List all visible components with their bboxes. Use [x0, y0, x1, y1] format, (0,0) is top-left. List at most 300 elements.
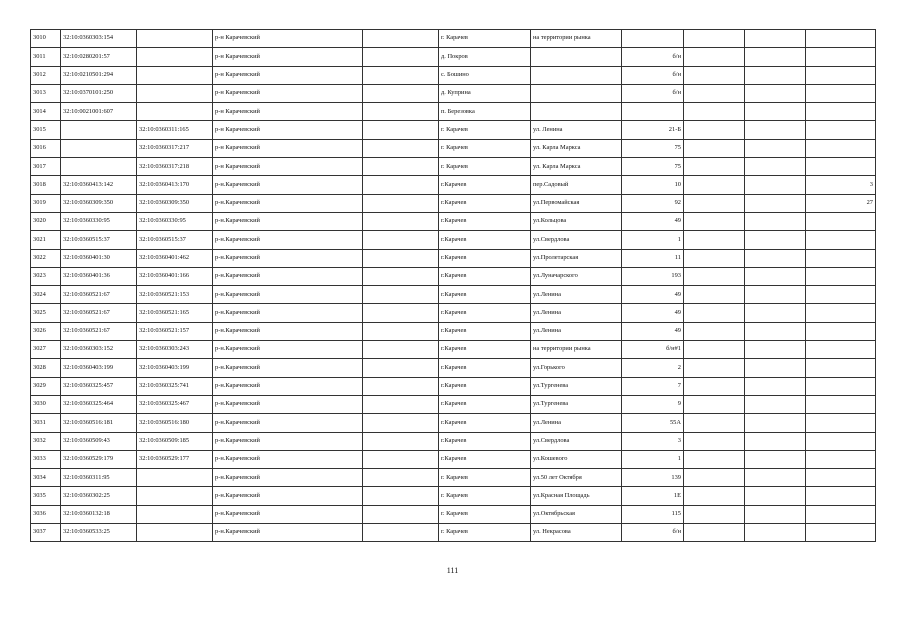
cell-street: на территории рынка: [531, 30, 622, 48]
cell-locality-extra: [363, 432, 439, 450]
cell-extra-1: [684, 231, 745, 249]
cell-building-cadastral-number: [137, 505, 213, 523]
cell-locality-extra: [363, 322, 439, 340]
cell-extra-3: [806, 469, 876, 487]
cell-locality-extra: [363, 194, 439, 212]
cell-row-number: 3010: [31, 30, 61, 48]
cell-house-number: б/н#1: [622, 341, 684, 359]
cell-cadastral-number: 32:10:0360325:457: [61, 377, 137, 395]
cell-house-number: 49: [622, 304, 684, 322]
cell-row-number: 3026: [31, 322, 61, 340]
cell-extra-3: [806, 66, 876, 84]
cell-house-number: 1: [622, 231, 684, 249]
cell-street: [531, 103, 622, 121]
cell-cadastral-number: 32:10:0360311:95: [61, 469, 137, 487]
cell-locality-extra: [363, 66, 439, 84]
cell-locality: г.Карачев: [439, 267, 531, 285]
cell-extra-3: [806, 103, 876, 121]
cell-locality-extra: [363, 84, 439, 102]
cell-locality: г.Карачев: [439, 286, 531, 304]
table-row: [31, 48, 876, 66]
cell-street: ул.Луначарского: [531, 267, 622, 285]
cell-extra-2: [745, 505, 806, 523]
table-row: [31, 322, 876, 340]
cell-extra-3: 3: [806, 176, 876, 194]
cell-extra-3: [806, 450, 876, 468]
cell-cadastral-number: 32:10:0360403:199: [61, 359, 137, 377]
cell-locality: г. Карачев: [439, 30, 531, 48]
cell-district: р-н.Карачевский: [213, 286, 363, 304]
cell-cadastral-number: 32:10:0360413:142: [61, 176, 137, 194]
cell-extra-1: [684, 194, 745, 212]
cell-locality: г.Карачев: [439, 194, 531, 212]
cell-extra-3: [806, 524, 876, 542]
cell-extra-3: [806, 30, 876, 48]
cell-locality: г.Карачев: [439, 414, 531, 432]
cell-extra-3: [806, 286, 876, 304]
cell-extra-1: [684, 395, 745, 413]
cell-street: ул.Тургенева: [531, 377, 622, 395]
cell-street: ул.Первомайская: [531, 194, 622, 212]
cell-house-number: 75: [622, 139, 684, 157]
cell-cadastral-number: [61, 158, 137, 176]
cell-locality: г. Карачев: [439, 524, 531, 542]
cell-street: ул. Карла Маркса: [531, 158, 622, 176]
cell-extra-1: [684, 267, 745, 285]
cell-house-number: 9: [622, 395, 684, 413]
registry-table: [30, 29, 876, 542]
cell-cadastral-number: 32:10:0360325:464: [61, 395, 137, 413]
cell-locality-extra: [363, 103, 439, 121]
cell-extra-2: [745, 414, 806, 432]
cell-house-number: 1Е: [622, 487, 684, 505]
cell-extra-2: [745, 450, 806, 468]
cell-extra-3: [806, 505, 876, 523]
table-row: [31, 377, 876, 395]
cell-extra-2: [745, 84, 806, 102]
cell-district: р-н.Карачевский: [213, 322, 363, 340]
cell-extra-2: [745, 194, 806, 212]
table-row: [31, 176, 876, 194]
cell-locality: г. Карачев: [439, 487, 531, 505]
cell-street: ул.Ленина: [531, 286, 622, 304]
cell-cadastral-number: 32:10:0360533:25: [61, 524, 137, 542]
cell-cadastral-number: 32:10:0360521:67: [61, 304, 137, 322]
cell-street: [531, 84, 622, 102]
cell-street: [531, 48, 622, 66]
cell-locality: г.Карачев: [439, 341, 531, 359]
cell-locality: г. Карачев: [439, 139, 531, 157]
cell-district: р-н Карачевский: [213, 84, 363, 102]
cell-building-cadastral-number: 32:10:0360509:185: [137, 432, 213, 450]
cell-building-cadastral-number: [137, 84, 213, 102]
cell-street: ул.Тургенева: [531, 395, 622, 413]
cell-district: р-н.Карачевский: [213, 249, 363, 267]
cell-extra-1: [684, 139, 745, 157]
cell-district: р-н Карачевский: [213, 48, 363, 66]
cell-house-number: 92: [622, 194, 684, 212]
cell-row-number: 3015: [31, 121, 61, 139]
cell-street: ул. Ленина: [531, 121, 622, 139]
cell-building-cadastral-number: 32:10:0360325:467: [137, 395, 213, 413]
table-row: [31, 286, 876, 304]
cell-locality: г. Карачев: [439, 121, 531, 139]
table-row: [31, 84, 876, 102]
cell-extra-2: [745, 469, 806, 487]
table-row: [31, 469, 876, 487]
cell-house-number: 1: [622, 450, 684, 468]
cell-extra-2: [745, 139, 806, 157]
cell-row-number: 3013: [31, 84, 61, 102]
cell-cadastral-number: 32:10:0360521:67: [61, 322, 137, 340]
table-row: [31, 267, 876, 285]
table-row: [31, 249, 876, 267]
cell-district: р-н.Карачевский: [213, 212, 363, 230]
cell-extra-2: [745, 231, 806, 249]
cell-extra-2: [745, 377, 806, 395]
cell-building-cadastral-number: 32:10:0360309:350: [137, 194, 213, 212]
cell-building-cadastral-number: [137, 487, 213, 505]
table-row: [31, 432, 876, 450]
cell-cadastral-number: 32:10:0360303:154: [61, 30, 137, 48]
cell-house-number: 49: [622, 286, 684, 304]
cell-locality-extra: [363, 176, 439, 194]
cell-locality: г.Карачев: [439, 359, 531, 377]
cell-street: ул.Пролетарская: [531, 249, 622, 267]
cell-street: ул.50 лет Октября: [531, 469, 622, 487]
cell-locality-extra: [363, 505, 439, 523]
cell-extra-1: [684, 469, 745, 487]
table-row: [31, 505, 876, 523]
cell-extra-2: [745, 121, 806, 139]
cell-house-number: 55А: [622, 414, 684, 432]
cell-cadastral-number: 32:10:0360330:95: [61, 212, 137, 230]
cell-cadastral-number: 32:10:0021001:607: [61, 103, 137, 121]
cell-district: р-н.Карачевский: [213, 432, 363, 450]
cell-house-number: 2: [622, 359, 684, 377]
cell-locality: г.Карачев: [439, 249, 531, 267]
cell-extra-3: [806, 322, 876, 340]
cell-cadastral-number: 32:10:0360529:179: [61, 450, 137, 468]
cell-extra-2: [745, 322, 806, 340]
cell-house-number: 75: [622, 158, 684, 176]
cell-row-number: 3030: [31, 395, 61, 413]
cell-extra-1: [684, 377, 745, 395]
cell-street: [531, 66, 622, 84]
cell-cadastral-number: 32:10:0360309:350: [61, 194, 137, 212]
cell-district: р-н Карачевский: [213, 158, 363, 176]
cell-building-cadastral-number: [137, 103, 213, 121]
cell-district: р-н Карачевский: [213, 121, 363, 139]
cell-extra-3: [806, 84, 876, 102]
cell-locality-extra: [363, 524, 439, 542]
cell-building-cadastral-number: [137, 30, 213, 48]
table-row: [31, 395, 876, 413]
cell-cadastral-number: 32:10:0210501:294: [61, 66, 137, 84]
cell-locality-extra: [363, 267, 439, 285]
cell-locality-extra: [363, 121, 439, 139]
cell-locality: г.Карачев: [439, 212, 531, 230]
cell-row-number: 3019: [31, 194, 61, 212]
cell-extra-3: [806, 377, 876, 395]
cell-building-cadastral-number: 32:10:0360521:165: [137, 304, 213, 322]
cell-extra-2: [745, 176, 806, 194]
cell-row-number: 3025: [31, 304, 61, 322]
cell-house-number: [622, 103, 684, 121]
cell-building-cadastral-number: 32:10:0360303:243: [137, 341, 213, 359]
cell-house-number: б/н: [622, 48, 684, 66]
cell-building-cadastral-number: 32:10:0360521:153: [137, 286, 213, 304]
cell-district: р-н Карачевский: [213, 103, 363, 121]
cell-street: ул.Свердлова: [531, 231, 622, 249]
cell-extra-3: [806, 267, 876, 285]
cell-building-cadastral-number: [137, 524, 213, 542]
cell-district: р-н.Карачевский: [213, 377, 363, 395]
cell-locality: г.Карачев: [439, 377, 531, 395]
cell-row-number: 3031: [31, 414, 61, 432]
table-row: [31, 359, 876, 377]
cell-locality: г.Карачев: [439, 231, 531, 249]
cell-extra-1: [684, 487, 745, 505]
cell-extra-3: [806, 231, 876, 249]
cell-building-cadastral-number: 32:10:0360515:37: [137, 231, 213, 249]
cell-extra-1: [684, 158, 745, 176]
table-row: [31, 231, 876, 249]
cell-extra-3: [806, 158, 876, 176]
cell-row-number: 3011: [31, 48, 61, 66]
cell-row-number: 3016: [31, 139, 61, 157]
cell-district: р-н.Карачевский: [213, 505, 363, 523]
cell-street: на территории рынка: [531, 341, 622, 359]
cell-row-number: 3017: [31, 158, 61, 176]
cell-cadastral-number: 32:10:0360521:67: [61, 286, 137, 304]
cell-building-cadastral-number: 32:10:0360403:199: [137, 359, 213, 377]
cell-extra-3: [806, 212, 876, 230]
cell-district: р-н Карачевский: [213, 66, 363, 84]
cell-locality-extra: [363, 48, 439, 66]
cell-house-number: 21-Б: [622, 121, 684, 139]
cell-row-number: 3029: [31, 377, 61, 395]
cell-row-number: 3032: [31, 432, 61, 450]
cell-row-number: 3027: [31, 341, 61, 359]
cell-extra-1: [684, 524, 745, 542]
cell-extra-3: [806, 487, 876, 505]
cell-extra-3: [806, 48, 876, 66]
cell-extra-2: [745, 304, 806, 322]
cell-row-number: 3021: [31, 231, 61, 249]
cell-locality: г.Карачев: [439, 432, 531, 450]
cell-district: р-н.Карачевский: [213, 487, 363, 505]
cell-street: ул.Горького: [531, 359, 622, 377]
cell-house-number: 139: [622, 469, 684, 487]
table-row: [31, 450, 876, 468]
cell-locality: г.Карачев: [439, 450, 531, 468]
cell-locality-extra: [363, 249, 439, 267]
cell-extra-2: [745, 30, 806, 48]
cell-locality-extra: [363, 341, 439, 359]
table-body: [31, 30, 876, 542]
cell-building-cadastral-number: [137, 66, 213, 84]
cell-extra-1: [684, 322, 745, 340]
cell-locality: г. Карачев: [439, 505, 531, 523]
cell-extra-2: [745, 158, 806, 176]
cell-street: ул.Красная Площадь: [531, 487, 622, 505]
cell-cadastral-number: 32:10:0360516:181: [61, 414, 137, 432]
cell-locality-extra: [363, 304, 439, 322]
cell-street: пер.Садовый: [531, 176, 622, 194]
cell-street: ул. Карла Маркса: [531, 139, 622, 157]
cell-locality-extra: [363, 395, 439, 413]
cell-extra-3: [806, 414, 876, 432]
cell-cadastral-number: 32:10:0360302:25: [61, 487, 137, 505]
cell-extra-3: [806, 341, 876, 359]
cell-extra-3: [806, 304, 876, 322]
cell-locality: п. Березовка: [439, 103, 531, 121]
cell-cadastral-number: 32:10:0280201:57: [61, 48, 137, 66]
cell-building-cadastral-number: 32:10:0360516:180: [137, 414, 213, 432]
cell-extra-1: [684, 414, 745, 432]
cell-street: ул. Некрасова: [531, 524, 622, 542]
table-row: [31, 30, 876, 48]
cell-house-number: 49: [622, 212, 684, 230]
cell-locality: г. Карачев: [439, 158, 531, 176]
cell-locality: г.Карачев: [439, 304, 531, 322]
table-row: [31, 524, 876, 542]
cell-locality-extra: [363, 139, 439, 157]
table-row: [31, 66, 876, 84]
cell-extra-2: [745, 212, 806, 230]
cell-house-number: [622, 30, 684, 48]
cell-extra-2: [745, 395, 806, 413]
cell-cadastral-number: 32:10:0360303:152: [61, 341, 137, 359]
cell-extra-2: [745, 66, 806, 84]
cell-building-cadastral-number: 32:10:0360413:170: [137, 176, 213, 194]
cell-extra-2: [745, 249, 806, 267]
cell-row-number: 3020: [31, 212, 61, 230]
cell-building-cadastral-number: 32:10:0360521:157: [137, 322, 213, 340]
cell-extra-1: [684, 450, 745, 468]
cell-district: р-н.Карачевский: [213, 469, 363, 487]
cell-house-number: 11: [622, 249, 684, 267]
cell-extra-2: [745, 487, 806, 505]
cell-street: ул.Ленина: [531, 304, 622, 322]
cell-house-number: 115: [622, 505, 684, 523]
cell-building-cadastral-number: [137, 48, 213, 66]
cell-district: р-н.Карачевский: [213, 267, 363, 285]
cell-building-cadastral-number: 32:10:0360317:218: [137, 158, 213, 176]
cell-extra-1: [684, 103, 745, 121]
cell-cadastral-number: [61, 121, 137, 139]
cell-extra-1: [684, 249, 745, 267]
cell-extra-3: [806, 249, 876, 267]
cell-building-cadastral-number: 32:10:0360401:166: [137, 267, 213, 285]
table-row: [31, 194, 876, 212]
cell-district: р-н.Карачевский: [213, 304, 363, 322]
cell-row-number: 3034: [31, 469, 61, 487]
cell-house-number: б/н: [622, 84, 684, 102]
cell-street: ул.Свердлова: [531, 432, 622, 450]
table-row: [31, 341, 876, 359]
cell-extra-3: [806, 432, 876, 450]
cell-house-number: 7: [622, 377, 684, 395]
cell-district: р-н.Карачевский: [213, 231, 363, 249]
cell-district: р-н Карачевский: [213, 30, 363, 48]
cell-building-cadastral-number: 32:10:0360330:95: [137, 212, 213, 230]
cell-house-number: 10: [622, 176, 684, 194]
cell-extra-1: [684, 341, 745, 359]
cell-extra-2: [745, 48, 806, 66]
table-row: [31, 158, 876, 176]
table-row: [31, 487, 876, 505]
cell-house-number: 193: [622, 267, 684, 285]
cell-row-number: 3024: [31, 286, 61, 304]
cell-extra-3: [806, 359, 876, 377]
table-row: [31, 121, 876, 139]
cell-cadastral-number: 32:10:0360515:37: [61, 231, 137, 249]
cell-building-cadastral-number: 32:10:0360529:177: [137, 450, 213, 468]
cell-row-number: 3014: [31, 103, 61, 121]
cell-locality-extra: [363, 231, 439, 249]
cell-district: р-н.Карачевский: [213, 359, 363, 377]
cell-extra-1: [684, 66, 745, 84]
cell-extra-3: [806, 395, 876, 413]
cell-row-number: 3035: [31, 487, 61, 505]
cell-locality-extra: [363, 158, 439, 176]
cell-district: р-н.Карачевский: [213, 176, 363, 194]
cell-house-number: 3: [622, 432, 684, 450]
cell-house-number: б/н: [622, 524, 684, 542]
cell-extra-1: [684, 121, 745, 139]
cell-extra-1: [684, 286, 745, 304]
cell-street: ул.Кольцова: [531, 212, 622, 230]
registry-table-container: [30, 29, 876, 542]
cell-locality: г. Карачев: [439, 469, 531, 487]
cell-row-number: 3033: [31, 450, 61, 468]
table-row: [31, 414, 876, 432]
cell-extra-1: [684, 30, 745, 48]
cell-cadastral-number: 32:10:0370101:250: [61, 84, 137, 102]
table-row: [31, 304, 876, 322]
cell-extra-2: [745, 524, 806, 542]
cell-district: р-н Карачевский: [213, 139, 363, 157]
cell-district: р-н.Карачевский: [213, 414, 363, 432]
cell-cadastral-number: [61, 139, 137, 157]
cell-locality-extra: [363, 450, 439, 468]
cell-district: р-н.Карачевский: [213, 395, 363, 413]
cell-extra-3: 27: [806, 194, 876, 212]
cell-locality: д. Покров: [439, 48, 531, 66]
cell-district: р-н.Карачевский: [213, 524, 363, 542]
cell-row-number: 3018: [31, 176, 61, 194]
cell-extra-2: [745, 103, 806, 121]
table-row: [31, 212, 876, 230]
cell-cadastral-number: 32:10:0360132:18: [61, 505, 137, 523]
cell-extra-1: [684, 84, 745, 102]
cell-district: р-н.Карачевский: [213, 450, 363, 468]
cell-building-cadastral-number: 32:10:0360317:217: [137, 139, 213, 157]
cell-cadastral-number: 32:10:0360401:30: [61, 249, 137, 267]
cell-extra-2: [745, 359, 806, 377]
cell-locality-extra: [363, 414, 439, 432]
cell-locality: г.Карачев: [439, 322, 531, 340]
cell-extra-2: [745, 432, 806, 450]
page-number: 111: [446, 566, 459, 575]
cell-locality: д. Куприна: [439, 84, 531, 102]
cell-cadastral-number: 32:10:0360401:36: [61, 267, 137, 285]
cell-row-number: 3028: [31, 359, 61, 377]
cell-building-cadastral-number: [137, 469, 213, 487]
cell-extra-2: [745, 286, 806, 304]
